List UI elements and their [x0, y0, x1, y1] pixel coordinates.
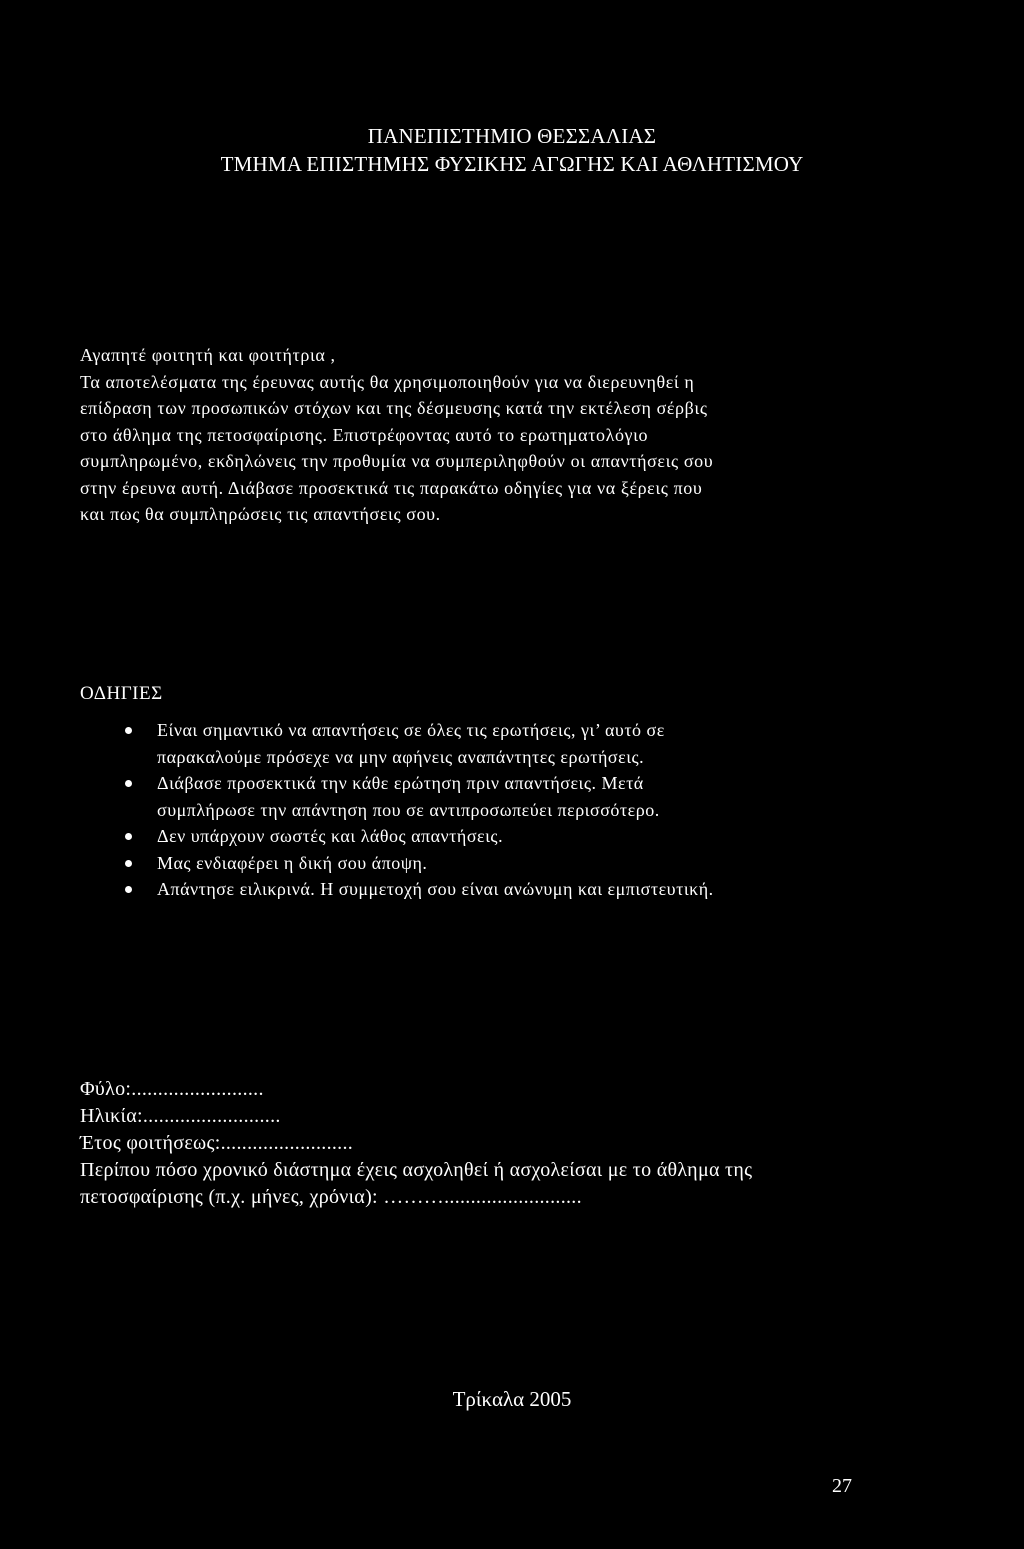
instruction-text: Απάντησε ειλικρινά. Η συμμετοχή σου είναι ανώνυμη και εμπιστευτική. [157, 879, 714, 899]
experience-field[interactable]: πετοσφαίρισης (π.χ. μήνες, χρόνια): ……….......................... [80, 1186, 582, 1208]
gender-field[interactable]: Φύλο:......................... [80, 1078, 264, 1100]
instruction-item [80, 717, 880, 770]
instructions-list [80, 717, 880, 903]
bullet-icon [125, 860, 132, 867]
instruction-item [80, 770, 880, 823]
intro-line: και πως θα συμπληρώσεις τις απαντήσεις σου. [80, 504, 441, 524]
instruction-item [80, 850, 880, 877]
bullet-icon [125, 833, 132, 840]
page-number: 27 [832, 1475, 852, 1497]
instruction-text: συμπλήρωσε την απάντηση που σε αντιπροσωπεύει περισσότερο. [157, 799, 660, 820]
intro-line: στο άθλημα της πετοσφαίρισης. Επιστρέφοντας αυτό το ερωτηματολόγιο [80, 424, 649, 445]
intro-paragraph [80, 342, 860, 528]
bullet-icon [125, 727, 132, 734]
bullet-icon [125, 780, 132, 787]
intro-line: Τα αποτελέσματα της έρευνας αυτής θα χρησιμοποιηθούν για να διερευνηθεί η [80, 371, 695, 392]
instruction-text: Διάβασε προσεκτικά την κάθε ερώτηση πριν απαντήσεις. Μετά [157, 773, 644, 793]
instruction-text: Είναι σημαντικό να απαντήσεις σε όλες τις ερωτήσεις, γι’ αυτό σε [157, 720, 665, 740]
footer-city-year: Τρίκαλα 2005 [452, 1387, 572, 1411]
age-field[interactable]: Ηλικία:.......................... [80, 1105, 281, 1127]
experience-question: Περίπου πόσο χρονικό διάστημα έχεις ασχοληθεί ή ασχολείσαι με το άθλημα της [80, 1159, 753, 1181]
instructions-title: ΟΔΗΓΙΕΣ [80, 683, 163, 704]
instruction-item [80, 876, 880, 903]
bullet-icon [125, 886, 132, 893]
demographics-form [80, 1076, 880, 1211]
intro-line: στην έρευνα αυτή. Διάβασε προσεκτικά τις παρακάτω οδηγίες για να ξέρεις που [80, 477, 703, 498]
study-year-field[interactable]: Έτος φοιτήσεως:......................... [80, 1132, 354, 1154]
instruction-text: Μας ενδιαφέρει η δική σου άποψη. [157, 852, 428, 873]
instructions-section [80, 681, 880, 903]
intro-greeting: Αγαπητέ φοιτητή και φοιτήτρια , [80, 345, 336, 365]
intro-line: συμπληρωμένο, εκδηλώνεις την προθυμία να συμπεριληφθούν οι απαντήσεις σου [80, 451, 714, 471]
university-name: ΠΑΝΕΠΙΣΤΗΜΙΟ ΘΕΣΣΑΛΙΑΣ [367, 124, 657, 148]
department-name: ΤΜΗΜΑ ΕΠΙΣΤΗΜΗΣ ΦΥΣΙΚΗΣ ΑΓΩΓΗΣ ΚΑΙ ΑΘΛΗΤΙΣΜΟΥ [220, 152, 804, 176]
intro-line: επίδραση των προσωπικών στόχων και της δέσμευσης κατά την εκτέλεση σέρβις [80, 398, 708, 418]
page-header [0, 122, 1024, 178]
instruction-text: παρακαλούμε πρόσεχε να μην αφήνεις αναπάντητες ερωτήσεις. [157, 746, 645, 767]
instruction-text: Δεν υπάρχουν σωστές και λάθος απαντήσεις. [157, 826, 504, 846]
instruction-item [80, 823, 880, 850]
